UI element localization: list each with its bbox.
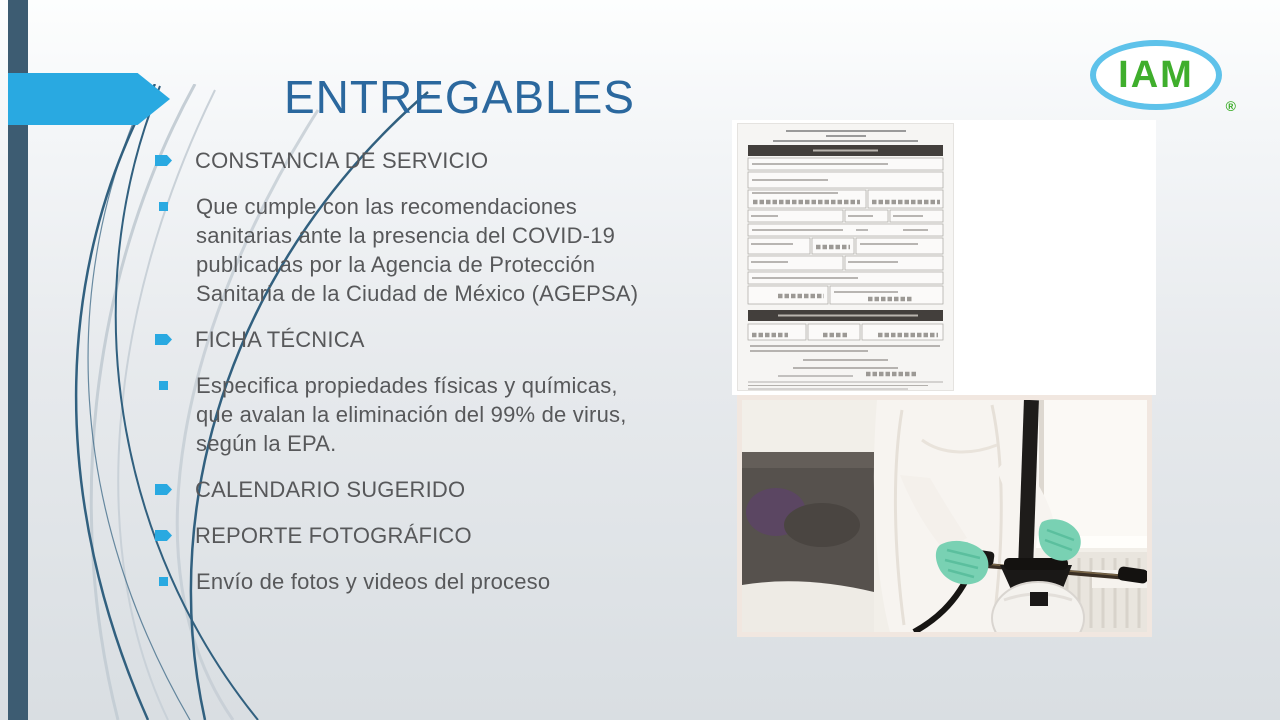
list-item-text: FICHA TÉCNICA bbox=[195, 327, 365, 352]
list-item bbox=[150, 146, 725, 175]
bullet-square-icon bbox=[159, 202, 168, 211]
list-item-text: REPORTE FOTOGRÁFICO bbox=[195, 523, 472, 548]
iam-logo bbox=[1090, 40, 1236, 114]
bullet-list bbox=[150, 146, 725, 613]
bullet-arrow-icon bbox=[155, 484, 172, 495]
photo-scene bbox=[742, 400, 1147, 632]
bullet-square-icon bbox=[159, 577, 168, 586]
form-graphic bbox=[738, 124, 953, 390]
registered-trademark-icon: ® bbox=[1225, 98, 1236, 114]
logo-oval bbox=[1090, 40, 1222, 110]
list-item bbox=[150, 371, 725, 458]
photo-image bbox=[737, 395, 1152, 637]
list-item bbox=[150, 325, 725, 354]
list-item bbox=[150, 567, 725, 596]
form-image bbox=[732, 120, 1156, 395]
list-item-text: Envío de fotos y videos del proceso bbox=[196, 569, 551, 594]
bullet-arrow-icon bbox=[155, 334, 172, 345]
bullet-arrow-icon bbox=[155, 155, 172, 166]
list-item bbox=[150, 475, 725, 504]
bullet-arrow-icon bbox=[155, 530, 172, 541]
list-item bbox=[150, 192, 725, 308]
page-title: ENTREGABLES bbox=[284, 71, 635, 123]
list-item bbox=[150, 521, 725, 550]
form-page bbox=[738, 124, 953, 390]
list-item-text: Especifica propiedades físicas y químicas, que avalan la eliminación del 99% de virus, según la EPA. bbox=[196, 373, 627, 456]
title-arrow-shape bbox=[8, 73, 170, 125]
logo-text: IAM bbox=[1118, 54, 1194, 96]
list-item-text: Que cumple con las recomendaciones sanitarias ante la presencia del COVID-19 publicadas por la Agencia de Protección Sanitaria de la Ciudad de México (AGEPSA) bbox=[196, 194, 639, 306]
list-item-text: CALENDARIO SUGERIDO bbox=[195, 477, 466, 502]
list-item-text: CONSTANCIA DE SERVICIO bbox=[195, 148, 489, 173]
bullet-square-icon bbox=[159, 381, 168, 390]
